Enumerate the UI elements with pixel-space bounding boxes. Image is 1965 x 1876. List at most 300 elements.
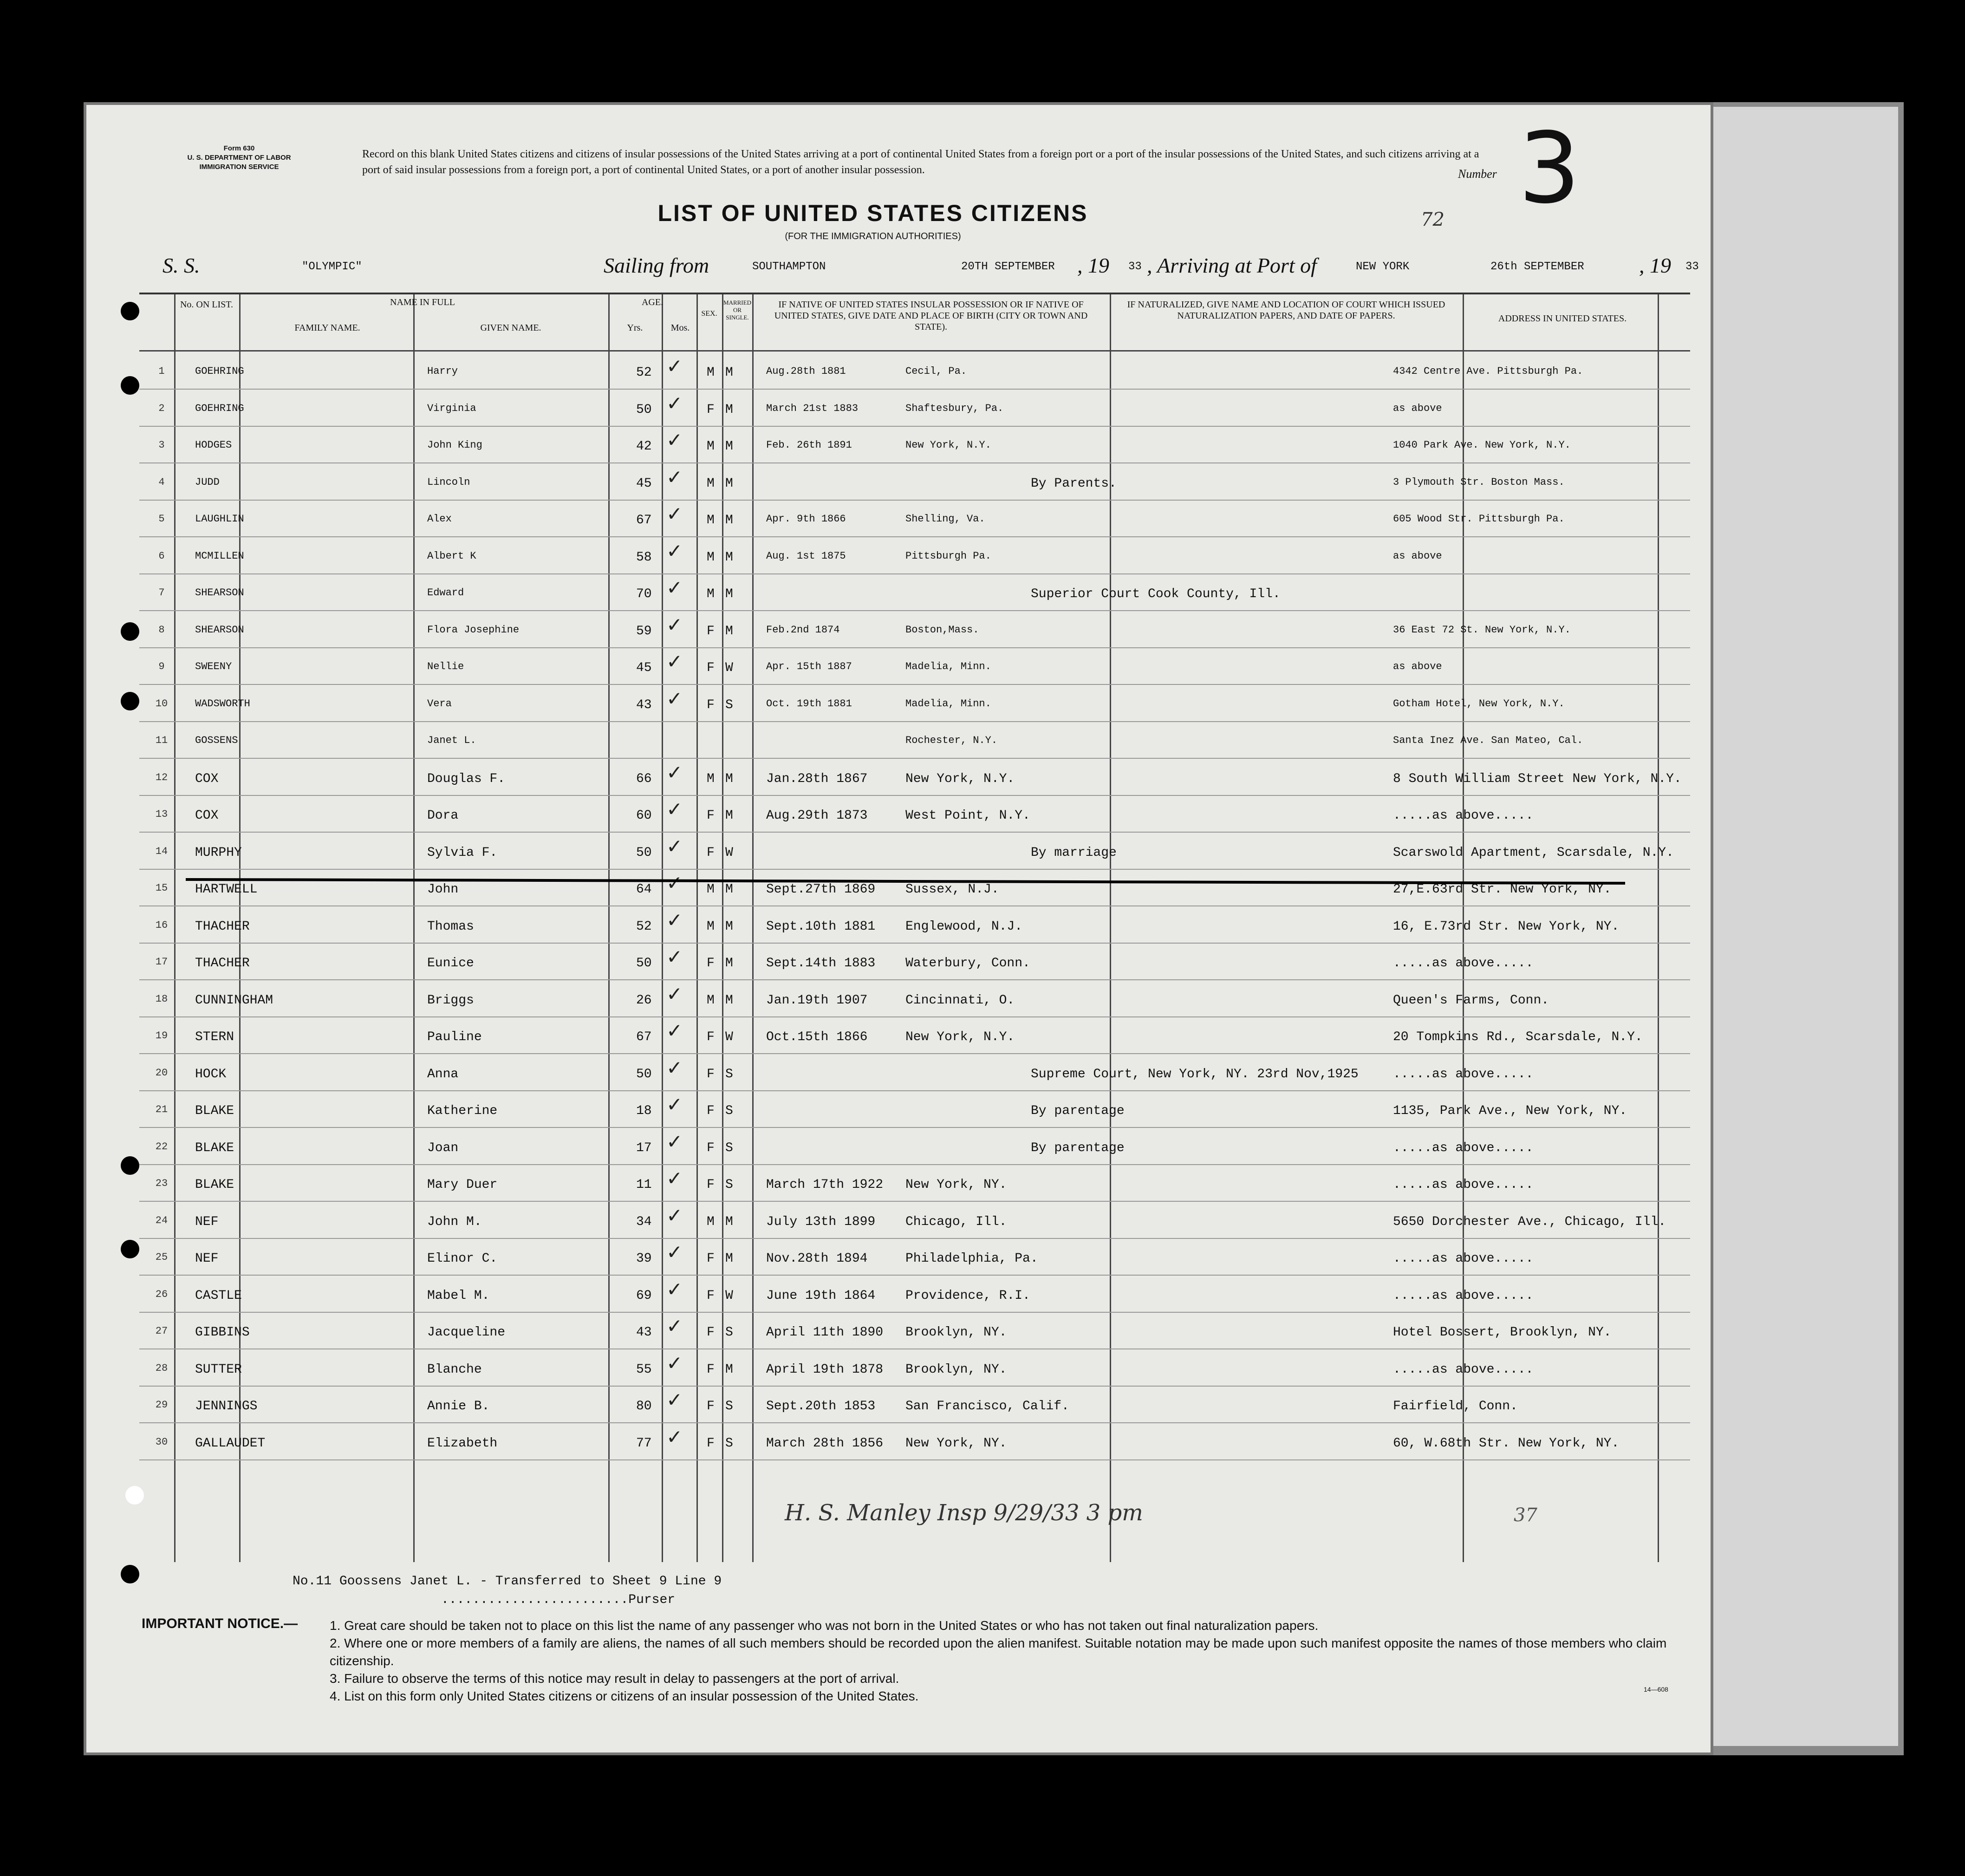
cell-bplace: Shaftesbury, Pa. [905,402,1004,414]
cell-bdate: Sept.14th 1883 [766,956,876,971]
cell-age: 50 [636,1067,652,1081]
cell-addr: 605 Wood Str. Pittsburgh Pa. [1393,513,1565,525]
header-yrs: Yrs. [627,323,643,333]
cell-sex: M [707,476,715,491]
checkmark-icon: ✓ [666,1425,683,1448]
cell-bdate: Sept.10th 1881 [766,919,876,934]
table-row [139,685,1690,722]
cell-no: 13 [155,808,168,820]
table-row [139,759,1690,795]
cell-sex: F [707,1067,715,1081]
cell-family: MURPHY [195,845,242,860]
cell-nat: Superior Court Cook County, Ill. [1031,587,1281,601]
table-row [139,1349,1690,1386]
table-row [139,500,1690,537]
cell-age: 67 [636,1030,652,1044]
page-mark: 37 [1514,1505,1537,1526]
cell-age: 58 [636,550,652,565]
cell-given: Katherine [427,1104,498,1118]
checkmark-icon: ✓ [666,1315,683,1337]
cell-age: 70 [636,587,652,601]
cell-mar: S [725,1140,733,1155]
cell-mar: S [725,1067,733,1081]
cell-addr: .....as above..... [1393,1288,1534,1303]
cell-no: 10 [155,697,168,710]
cell-age: 69 [636,1288,652,1303]
cell-mar: M [725,402,733,417]
cell-family: LAUGHLIN [195,513,244,525]
cell-age: 59 [636,624,652,638]
checkmark-icon: ✓ [666,1351,683,1374]
cell-family: GALLAUDET [195,1436,266,1451]
cell-age: 50 [636,402,652,417]
cell-no: 1 [158,365,165,377]
cell-given: Elizabeth [427,1436,498,1451]
cell-mar: M [725,513,733,528]
punch-hole [121,376,139,395]
cell-sex: M [707,882,715,897]
cell-bplace: Sussex, N.J. [905,882,999,897]
cell-addr: 16, E.73rd Str. New York, NY. [1393,919,1620,934]
cell-mar: M [725,993,733,1008]
cell-addr: .....as above..... [1393,1178,1534,1192]
checkmark-icon: ✓ [666,872,683,894]
cell-bplace: Cecil, Pa. [905,365,967,377]
cell-given: Thomas [427,919,474,934]
cell-bdate: Feb. 26th 1891 [766,439,852,451]
cell-bplace: New York, N.Y. [905,1030,1015,1044]
checkmark-icon: ✓ [666,613,683,636]
cell-no: 4 [158,476,165,488]
cell-given: Joan [427,1140,459,1155]
header-rule [139,350,1690,352]
cell-bdate: Jan.19th 1907 [766,993,868,1008]
cell-family: BLAKE [195,1140,234,1155]
cell-addr: 27,E.63rd Str. New York, NY. [1393,882,1612,897]
arriving-label: , Arriving at Port of [1147,254,1317,277]
table-row [139,1386,1690,1423]
cell-age: 26 [636,993,652,1008]
cell-given: Pauline [427,1030,482,1044]
cell-sex: M [707,365,715,380]
cell-family: WADSWORTH [195,697,250,710]
cell-bdate: Aug. 1st 1875 [766,550,846,562]
header-mos: Mos. [670,323,690,333]
cell-no: 12 [155,771,168,783]
cell-bdate: April 11th 1890 [766,1325,884,1340]
table-row [139,906,1690,943]
notice-title: IMPORTANT NOTICE.— [142,1616,298,1631]
table-row [139,1054,1690,1091]
checkmark-icon: ✓ [666,1130,683,1153]
punch-hole [121,1240,139,1258]
cell-bplace: New York, N.Y. [905,771,1015,786]
cell-mar: M [725,587,733,601]
cell-age: 55 [636,1362,652,1377]
cell-bdate: March 21st 1883 [766,402,859,414]
cell-sex: M [707,993,715,1008]
cell-sex: M [707,919,715,934]
cell-no: 7 [158,587,165,599]
purser-label: Purser [628,1593,676,1607]
checkmark-icon: ✓ [666,982,683,1005]
header-sex: SEX. [701,310,717,318]
cell-no: 24 [155,1214,168,1226]
cell-no: 26 [155,1288,168,1300]
cell-mar: M [725,476,733,491]
cell-addr: 36 East 72 St. New York, N.Y. [1393,624,1571,636]
cell-mar: W [725,661,733,675]
cell-family: THACHER [195,956,250,971]
cell-no: 22 [155,1140,168,1153]
table-row [139,611,1690,648]
passenger-table [139,293,1690,1562]
cell-age: 45 [636,476,652,491]
cell-no: 8 [158,624,165,636]
cell-mar: S [725,1325,733,1340]
punch-hole [121,302,139,320]
cell-given: Edward [427,587,464,599]
cell-bdate: Aug.28th 1881 [766,365,846,377]
cell-addr: 60, W.68th Str. New York, NY. [1393,1436,1620,1451]
sheet-number: 3 [1518,111,1581,225]
cell-no: 3 [158,439,165,451]
cell-given: Vera [427,697,452,710]
checkmark-icon: ✓ [666,429,683,451]
cell-age: 17 [636,1140,652,1155]
adjacent-page [1709,107,1898,1746]
cell-bplace: Madelia, Minn. [905,661,991,672]
cell-given: John [427,882,459,897]
cell-addr: 1040 Park Ave. New York, N.Y. [1393,439,1571,451]
cell-sex: F [707,1251,715,1266]
cell-no: 30 [155,1436,168,1448]
cell-given: Anna [427,1067,459,1081]
cell-sex: M [707,513,715,528]
cell-sex: F [707,1030,715,1044]
cell-mar: S [725,1104,733,1118]
table-row [139,1128,1690,1165]
transfer-note: No.11 Goossens Janet L. - Transferred to Sheet 9 Line 9 [293,1574,722,1589]
header-age: AGE. [641,297,664,307]
cell-bdate: Nov.28th 1894 [766,1251,868,1266]
cell-mar: M [725,365,733,380]
cell-sex: M [707,1214,715,1229]
cell-addr: .....as above..... [1393,1067,1534,1081]
cell-mar: S [725,697,733,712]
cell-bdate: Sept.20th 1853 [766,1399,876,1414]
year-prefix: , 19 [1077,254,1109,277]
cell-family: SHEARSON [195,624,244,636]
notice-item: 3. Failure to observe the terms of this notice may result in delay to passengers at the port of arrival. [330,1671,899,1686]
cell-family: NEF [195,1214,219,1229]
checkmark-icon: ✓ [666,391,683,415]
cell-age: 50 [636,956,652,971]
table-row [139,869,1690,906]
cell-addr: 20 Tompkins Rd., Scarsdale, N.Y. [1393,1030,1643,1044]
cell-age: 77 [636,1436,652,1451]
cell-sex: F [707,661,715,675]
cell-no: 6 [158,550,165,562]
cell-family: GOEHRING [195,365,244,377]
cell-given: Sylvia F. [427,845,498,860]
checkmark-icon: ✓ [666,1241,683,1264]
cell-no: 15 [155,882,168,894]
cell-given: Annie B. [427,1399,490,1414]
cell-sex: F [707,1362,715,1377]
manifest-sheet [84,102,1713,1755]
cell-mar: M [725,1214,733,1229]
cell-sex: F [707,1325,715,1340]
cell-family: MCMILLEN [195,550,244,562]
cell-bplace: Philadelphia, Pa. [905,1251,1038,1266]
cell-age: 66 [636,771,652,786]
cell-addr: Scarswold Apartment, Scarsdale, N.Y. [1393,845,1674,860]
table-row [139,648,1690,684]
cell-no: 21 [155,1104,168,1115]
cell-mar: W [725,1030,733,1044]
page-mark: 72 [1421,209,1444,230]
checkmark-icon: ✓ [666,539,683,562]
checkmark-icon: ✓ [666,687,683,710]
cell-no: 9 [158,661,165,672]
cell-addr: .....as above..... [1393,1251,1534,1266]
cell-bdate: March 17th 1922 [766,1178,884,1192]
table-row [139,833,1690,869]
header-married: MARRIED OR SINGLE. [723,299,751,321]
header-birth: IF NATIVE OF UNITED STATES INSULAR POSSESSION OR IF NATIVE OF UNITED STATES, GIVE DATE AND PLACE OF BIRTH (CITY OR TOWN AND STATE). [774,300,1088,332]
cell-age: 52 [636,365,652,380]
cell-addr: Hotel Bossert, Brooklyn, NY. [1393,1325,1612,1340]
cell-age: 43 [636,697,652,712]
cell-sex: F [707,956,715,971]
cell-bdate: Apr. 9th 1866 [766,513,846,525]
service-name: IMMIGRATION SERVICE [199,163,279,171]
checkmark-icon: ✓ [666,650,683,673]
checkmark-icon: ✓ [666,1204,683,1227]
cell-given: John M. [427,1214,482,1229]
cell-bdate: Sept.27th 1869 [766,882,876,897]
cell-sex: F [707,402,715,417]
cell-family: CUNNINGHAM [195,993,273,1008]
checkmark-icon: ✓ [666,761,683,784]
sailing-date: 20TH SEPTEMBER [961,261,1055,273]
cell-addr: 1135, Park Ave., New York, NY. [1393,1104,1627,1118]
cell-no: 27 [155,1325,168,1337]
cell-mar: M [725,919,733,934]
cell-age: 64 [636,882,652,897]
cell-age: 50 [636,845,652,860]
table-row [139,1238,1690,1275]
cell-addr: .....as above..... [1393,808,1534,823]
cell-age: 42 [636,439,652,454]
cell-given: Albert K [427,550,476,562]
cell-family: HARTWELL [195,882,258,897]
cell-bplace: New York, NY. [905,1178,1007,1192]
cell-mar: W [725,1288,733,1303]
cell-sex: F [707,1436,715,1451]
cell-bplace: Rochester, N.Y. [905,735,998,746]
cell-age: 43 [636,1325,652,1340]
inspector-signature: H. S. Manley Insp 9/29/33 3 pm [785,1500,1143,1526]
cell-no: 25 [155,1251,168,1263]
header-name: NAME IN FULL [390,297,455,307]
cell-given: John King [427,439,482,451]
cell-no: 28 [155,1362,168,1374]
cell-bplace: New York, NY. [905,1436,1007,1451]
cell-given: Lincoln [427,476,470,488]
page-title: LIST OF UNITED STATES CITIZENS [657,200,1088,226]
cell-bplace: Boston,Mass. [905,624,979,636]
cell-age: 45 [636,661,652,675]
cell-bplace: Brooklyn, NY. [905,1325,1007,1340]
cell-age: 18 [636,1104,652,1118]
cell-family: GIBBINS [195,1325,250,1340]
checkmark-icon: ✓ [666,1019,683,1042]
header-family: FAMILY NAME. [294,323,360,333]
table-row [139,574,1690,611]
checkmark-icon: ✓ [666,1093,683,1116]
cell-bplace: New York, N.Y. [905,439,991,451]
cell-bplace: West Point, N.Y. [905,808,1030,823]
cell-family: HODGES [195,439,232,451]
cell-family: SHEARSON [195,587,244,599]
table-row [139,943,1690,980]
cell-given: Jacqueline [427,1325,506,1340]
cell-sex: F [707,1178,715,1192]
cell-given: Janet L. [427,735,476,746]
cell-sex: M [707,587,715,601]
year-prefix: , 19 [1639,254,1671,277]
cell-bplace: Waterbury, Conn. [905,956,1030,971]
intro-text: Record on this blank United States citizens and citizens of insular possessions of the United States arriving at a port of continental United States from a foreign port or a port of the insular possessions of the United States, and such citizens arriving at a port of said insular possessions from a foreign port, a port of continental United States, or a port of another insular possession. [362,148,1479,176]
checkmark-icon: ✓ [666,1167,683,1190]
checkmark-icon: ✓ [666,1056,683,1079]
checkmark-icon: ✓ [666,465,683,489]
cell-family: NEF [195,1251,219,1266]
cell-mar: M [725,439,733,454]
cell-given: Dora [427,808,459,823]
cell-age: 60 [636,808,652,823]
cell-nat: Supreme Court, New York, NY. 23rd Nov,1925 [1031,1067,1359,1081]
punch-hole [121,1156,139,1175]
cell-mar: M [725,956,733,971]
table-row [139,980,1690,1017]
cell-age: 34 [636,1214,652,1229]
cell-family: JUDD [195,476,220,488]
checkmark-icon: ✓ [666,908,683,931]
cell-given: Mabel M. [427,1288,490,1303]
cell-given: Elinor C. [427,1251,498,1266]
notice-item: 2. Where one or more members of a family are aliens, the names of all such members should be recorded upon the alien manifest. Suitable notation may be made upon such manifest opposite the names of those members who claim citizenship. [330,1636,1667,1668]
cell-given: Alex [427,513,452,525]
cell-no: 17 [155,956,168,968]
voyage-line [163,253,1699,281]
notice-list [330,1617,1667,1705]
notice-item: 1. Great care should be taken not to place on this list the name of any passenger who was not born in the United States or who has not taken out final naturalization papers. [330,1618,1319,1633]
row-rule [139,1459,1690,1460]
cell-bplace: San Francisco, Calif. [905,1399,1069,1414]
punch-hole [121,1565,139,1583]
table-row [139,1276,1690,1312]
sailing-label: Sailing from [604,254,709,277]
cell-age: 52 [636,919,652,934]
cell-no: 11 [155,735,168,746]
cell-mar: M [725,1362,733,1377]
cell-addr: 3 Plymouth Str. Boston Mass. [1393,476,1565,488]
checkmark-icon: ✓ [666,1388,683,1411]
cell-family: CASTLE [195,1288,242,1303]
cell-no: 5 [158,513,165,525]
cell-age: 39 [636,1251,652,1266]
cell-bdate: Aug.29th 1873 [766,808,868,823]
cell-bdate: Apr. 15th 1887 [766,661,852,672]
cell-family: BLAKE [195,1178,234,1192]
table-row [139,795,1690,832]
cell-bplace: Shelling, Va. [905,513,985,525]
cell-no: 23 [155,1178,168,1189]
sailing-year: 33 [1128,261,1142,273]
cell-family: GOEHRING [195,402,244,414]
cell-sex: F [707,1140,715,1155]
cell-given: Mary Duer [427,1178,498,1192]
cell-no: 16 [155,919,168,931]
cell-no: 29 [155,1399,168,1411]
cell-no: 18 [155,993,168,1005]
cell-given: Virginia [427,402,476,414]
cell-given: Blanche [427,1362,482,1377]
department-name: U. S. DEPARTMENT OF LABOR [187,154,291,162]
cell-sex: F [707,697,715,712]
cell-no: 20 [155,1067,168,1079]
cell-sex: F [707,1104,715,1118]
cell-mar: M [725,550,733,565]
header-address: ADDRESS IN UNITED STATES. [1498,313,1627,324]
cell-bplace: Providence, R.I. [905,1288,1030,1303]
cell-sex: F [707,1399,715,1414]
cell-bdate: Feb.2nd 1874 [766,624,840,636]
arrival-year: 33 [1685,261,1699,273]
cell-bdate: June 19th 1864 [766,1288,876,1303]
cell-addr: 4342 Centre Ave. Pittsburgh Pa. [1393,365,1583,377]
cell-family: STERN [195,1030,234,1044]
cell-given: Briggs [427,993,474,1008]
notice-item: 4. List on this form only United States citizens or citizens of an insular possession of the United States. [330,1689,919,1703]
cell-sex: F [707,1288,715,1303]
cell-addr: as above [1393,550,1442,562]
cell-mar: S [725,1399,733,1414]
cell-addr: 8 South William Street New York, N.Y. [1393,771,1682,786]
table-row [139,1017,1690,1054]
cell-sex: F [707,624,715,638]
checkmark-icon: ✓ [666,502,683,525]
cell-bplace: Cincinnati, O. [905,993,1015,1008]
cell-mar: M [725,624,733,638]
table-row [139,1091,1690,1127]
cell-bdate: Oct.15th 1866 [766,1030,868,1044]
ss-label: S. S. [163,254,200,277]
form-number: Form 630 [223,144,255,152]
cell-family: SUTTER [195,1362,242,1377]
checkmark-icon: ✓ [666,355,683,378]
cell-mar: M [725,882,733,897]
cell-bdate: July 13th 1899 [766,1214,876,1229]
cell-addr: Santa Inez Ave. San Mateo, Cal. [1393,735,1583,746]
cell-family: SWEENY [195,661,232,672]
sailing-port: SOUTHAMPTON [752,261,826,273]
arrival-port: NEW YORK [1356,261,1410,273]
cell-mar: M [725,771,733,786]
